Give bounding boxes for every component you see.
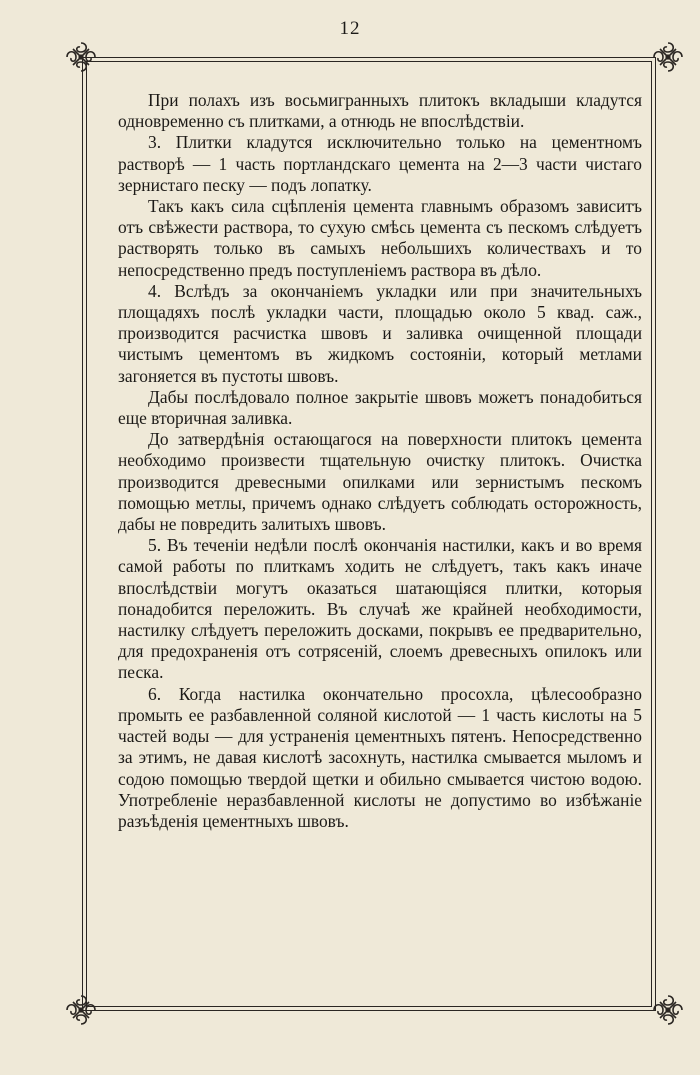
page-body-text bbox=[118, 90, 642, 832]
paragraph: 4. Вслѣдъ за окончаніемъ укладки или при значительныхъ площадяхъ послѣ укладки части, площадью около 5 квад. саж., производится расчистка швовъ и заливка очищенной площади чистымъ цементомъ въ жидкомъ состояніи, который метлами загоняется въ пустоты швовъ. bbox=[118, 280, 642, 386]
corner-ornament-icon bbox=[64, 40, 98, 74]
corner-ornament-icon bbox=[64, 993, 98, 1027]
paragraph: При полахъ изъ восьмигранныхъ плитокъ вкладыши кладутся одновременно съ плитками, а отнюдь не впослѣдствіи. bbox=[118, 90, 642, 132]
paragraph: Такъ какъ сила сцѣпленія цемента главнымъ образомъ зависитъ отъ свѣжести раствора, то сухую смѣсь цемента съ пескомъ слѣдуетъ растворять только въ самыхъ небольшихъ количествахъ и то непосредственно предъ поступленіемъ раствора въ дѣло. bbox=[118, 196, 642, 280]
page-number: 12 bbox=[339, 18, 361, 39]
paragraph: До затвердѣнія остающагося на поверхности плитокъ цемента необходимо произвести тщательную очистку плитокъ. Очистка производится древесными опилками или зернистымъ пескомъ помощью метлы, причемъ однако слѣдуетъ соблюдать осторожность, дабы не повредить залитыхъ швовъ. bbox=[118, 429, 642, 535]
corner-ornament-icon bbox=[651, 993, 685, 1027]
paragraph: 6. Когда настилка окончательно просохла, цѣлесообразно промыть ее разбавленной соляной кислотой — 1 часть кислоты на 5 частей воды — для устраненія цементныхъ пятенъ. Непосредственно за этимъ, не давая кислотѣ засохнуть, настилка смывается мыломъ и содою помощью твердой щетки и обильно смывается чистою водою. Употребленіе неразбавленной кислоты не допустимо во избѣжаніе разъѣденія цементныхъ швовъ. bbox=[118, 683, 642, 831]
paragraph: 3. Плитки кладутся исключительно только на цементномъ растворѣ — 1 часть портландскаго цемента на 2—3 части чистаго зернистаго песку — подъ лопатку. bbox=[118, 132, 642, 195]
paragraph: 5. Въ теченіи недѣли послѣ окончанія настилки, какъ и во время самой работы по плиткамъ ходить не слѣдуетъ, такъ какъ иначе впослѣдствіи могутъ оказаться шатающіяся плитки, которыя понадобится переложить. Въ случаѣ же крайней необходимости, настилку слѣдуетъ переложить досками, покрывъ ее предварительно, для предохраненія отъ сотрясеній, слоемъ древесныхъ опилокъ или песка. bbox=[118, 535, 642, 683]
corner-ornament-icon bbox=[651, 40, 685, 74]
paragraph: Дабы послѣдовало полное закрытіе швовъ можетъ понадобиться еще вторичная заливка. bbox=[118, 386, 642, 429]
